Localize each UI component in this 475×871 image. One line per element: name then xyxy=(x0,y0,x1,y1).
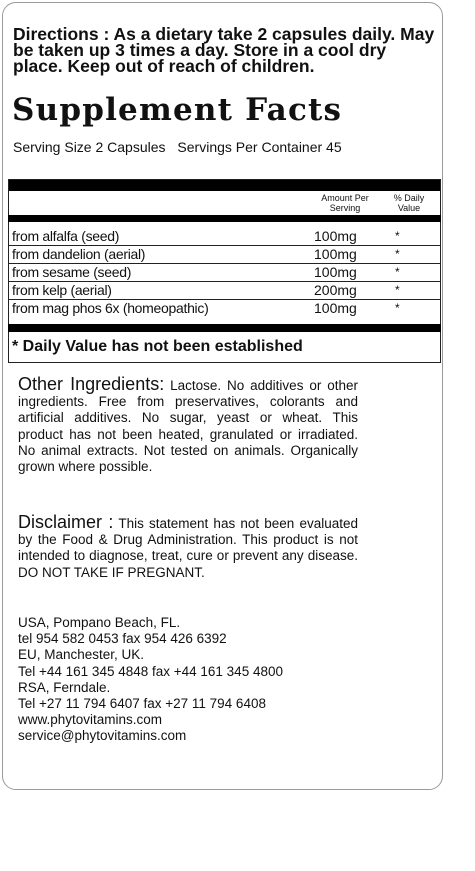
table-row xyxy=(8,246,441,264)
disclaimer-label: Disclaimer : xyxy=(18,512,114,532)
directions-body: As a dietary take 2 capsules daily. May be taken up 3 times a day. Store in a cool dry place. Keep out of reach of children. xyxy=(13,24,435,76)
ingredient-name: from mag phos 6x (homeopathic) xyxy=(12,300,209,316)
facts-top-bar xyxy=(9,180,440,191)
contact-line: Tel +27 11 794 6407 fax +27 11 794 6408 xyxy=(18,695,266,711)
disclaimer-text: This statement has not been evaluated by the Food & Drug Administration. This product is not intended to diagnose, treat, cure or prevent any disease. DO NOT TAKE IF PREGNANT. xyxy=(18,516,359,580)
contact-line: RSA, Ferndale. xyxy=(18,679,111,695)
ingredient-amount: 100mg xyxy=(314,228,357,244)
header-divider-bar xyxy=(8,215,441,222)
ingredient-name: from alfalfa (seed) xyxy=(12,228,120,244)
contact-info xyxy=(18,615,283,745)
header-amount-per-serving: Amount Per Serving xyxy=(321,193,369,213)
facts-bottom-bar xyxy=(8,324,441,332)
ingredient-amount: 100mg xyxy=(314,300,357,316)
other-ingredients-text: Lactose. No additives or other ingredients. Free from preservatives, colorants and artificial additives. No sugar, yeast or wheat. This product has not been heated, granulated or irradiated. No animal extracts. Not tested on animals. Organically grown where possible. xyxy=(18,378,358,475)
ingredient-amount: 100mg xyxy=(314,246,357,262)
directions-label: Directions : xyxy=(13,24,110,44)
ingredient-amount: 100mg xyxy=(314,264,357,280)
ingredient-name: from dandelion (aerial) xyxy=(12,246,146,262)
contact-line: USA, Pompano Beach, FL. xyxy=(18,615,181,630)
email-link[interactable]: service@phytovitamins.com xyxy=(18,728,187,744)
ingredient-dv: * xyxy=(395,265,400,279)
ingredient-dv: * xyxy=(395,247,400,261)
ingredient-dv: * xyxy=(395,283,400,297)
table-row xyxy=(8,264,441,282)
servings-per-container: Servings Per Container 45 xyxy=(177,139,342,155)
website-link[interactable]: www.phytovitamins.com xyxy=(18,712,163,728)
other-ingredients-label: Other Ingredients: xyxy=(18,374,165,394)
table-row xyxy=(8,282,441,300)
serving-size: Serving Size 2 Capsules xyxy=(13,139,166,155)
daily-value-footnote: * Daily Value has not been established xyxy=(12,338,303,355)
serving-info xyxy=(13,139,350,155)
ingredient-dv: * xyxy=(395,229,400,243)
contact-line: EU, Manchester, UK. xyxy=(18,647,145,663)
table-row xyxy=(8,300,441,318)
ingredient-amount: 200mg xyxy=(314,282,357,298)
supplement-facts-title: Supplement Facts xyxy=(12,92,343,128)
disclaimer xyxy=(18,514,358,581)
contact-line: Tel +44 161 345 4848 fax +44 161 345 4800 xyxy=(18,663,283,679)
header-daily-value: % Daily Value xyxy=(393,193,425,213)
ingredient-name: from kelp (aerial) xyxy=(12,282,112,298)
other-ingredients xyxy=(18,376,358,475)
table-row xyxy=(8,228,441,246)
contact-line: tel 954 582 0453 fax 954 426 6392 xyxy=(18,631,227,647)
ingredient-dv: * xyxy=(395,301,400,315)
ingredient-name: from sesame (seed) xyxy=(12,264,132,280)
directions-text xyxy=(13,26,438,74)
